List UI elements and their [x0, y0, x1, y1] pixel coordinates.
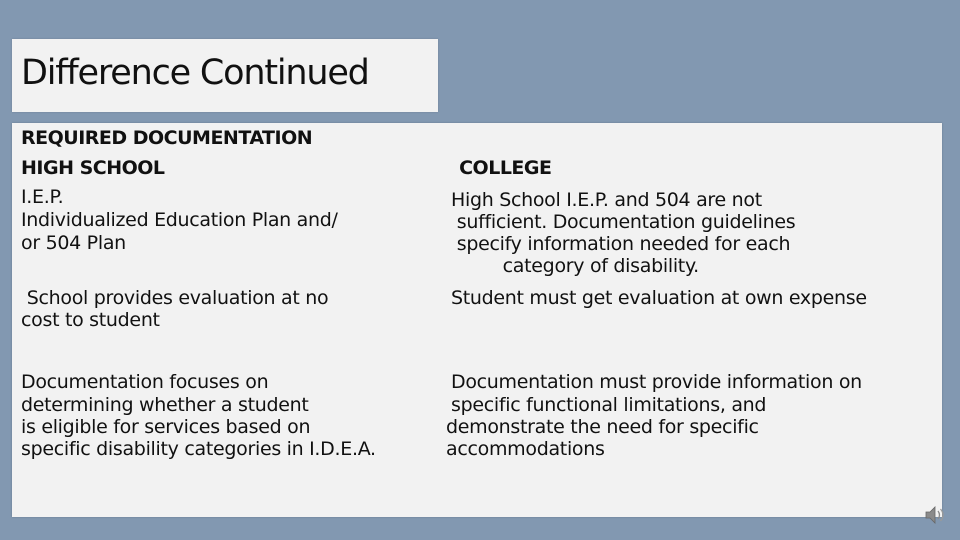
title-box [12, 39, 438, 112]
right-requirement-line-2: sufficient. Documentation guidelines [451, 211, 796, 233]
speaker-icon[interactable] [924, 504, 946, 526]
right-documentation-line-2: specific functional limitations, and [451, 394, 767, 416]
left-documentation-line-4: specific disability categories in I.D.E.A. [21, 438, 376, 460]
right-documentation-line-3: demonstrate the need for specific [446, 416, 759, 438]
right-requirement-line-1: High School I.E.P. and 504 are not [451, 189, 762, 211]
right-requirement-line-4: category of disability. [451, 255, 699, 277]
left-subheading: HIGH SCHOOL [21, 157, 165, 179]
right-documentation-line-1: Documentation must provide information on [451, 371, 862, 393]
right-documentation-line-4: accommodations [446, 438, 605, 460]
left-iep-line-1: I.E.P. [21, 186, 64, 208]
right-requirement-line-3: specify information needed for each [451, 233, 791, 255]
right-evaluation-line: Student must get evaluation at own expense [451, 287, 867, 309]
left-evaluation-line-2: cost to student [21, 309, 160, 331]
right-heading: COLLEGE [453, 157, 552, 179]
left-iep-line-2: Individualized Education Plan and/ [21, 209, 338, 231]
left-documentation-line-3: is eligible for services based on [21, 416, 311, 438]
left-documentation-line-1: Documentation focuses on [21, 371, 269, 393]
left-evaluation-line-1: School provides evaluation at no [21, 287, 329, 309]
left-documentation-line-2: determining whether a student [21, 394, 309, 416]
content-box [12, 123, 942, 517]
slide-title: Difference Continued [21, 53, 369, 93]
left-heading: REQUIRED DOCUMENTATION [21, 127, 313, 149]
left-iep-line-3: or 504 Plan [21, 232, 126, 254]
